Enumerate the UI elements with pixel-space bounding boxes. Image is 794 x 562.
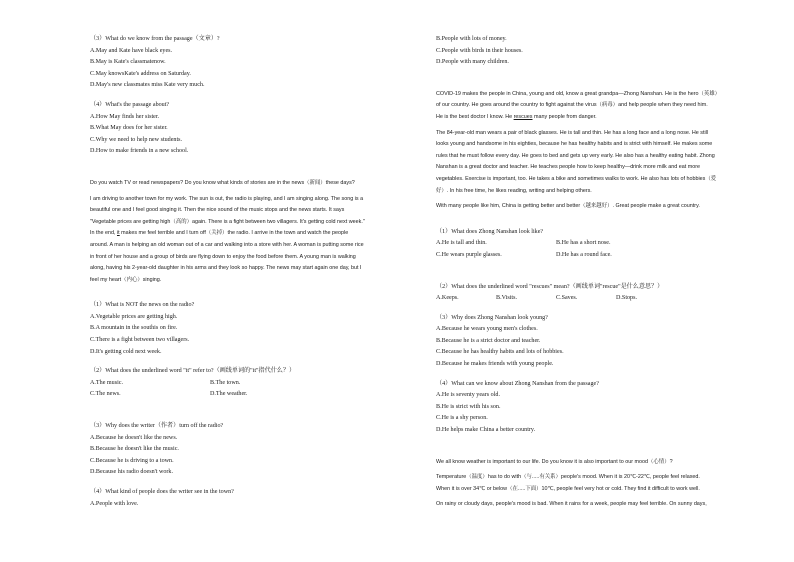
question-look-like (436, 227, 761, 262)
passage-line: feel my heart（内心）singing. (90, 276, 162, 283)
passage-line: Nanshan is a great doctor and teacher. He teaches people how to keep healthy—drink more milk and eat more (436, 164, 700, 171)
passage-line: When it is over 34℃ or below（在.....下面）10℃, people feel very hot or cold. They find it difficult to work well. (436, 485, 700, 492)
option-b: B.He has a short nose. (556, 240, 611, 247)
option-d: D.It's getting cold next week. (90, 348, 162, 355)
passage-line: "Vegetable prices are getting high（高的）again. There is a fight between two villagers. It's getting cold next week." (90, 218, 365, 225)
passage-line: of our country. He goes around the country to fight against the virus（病毒）and help people when they need him. (436, 102, 708, 109)
question-stem: （2）What does the underlined word "rescues" mean?（画线单词"rescue"是什么意思？） (436, 283, 664, 290)
passage-line: With many people like him, China is getting better and better（越来越好）. Great people make a great country. (436, 203, 700, 210)
option-d: D.He helps make China a better country. (436, 427, 536, 434)
option-d: D.He has a round face. (556, 251, 612, 258)
passage-line: The 84-year-old man wears a pair of black glasses. He is tall and thin. He has a long face and a long nose. He still (436, 129, 709, 136)
option-a: A.He is tall and thin. (436, 240, 487, 247)
passage-line: looks young and handsome in his eighties, because he has healthy habits and is strict with himself. He makes some (436, 141, 713, 148)
passage-line: COVID-19 makes the people in China, young and old, know a great grandpa—Zhong Nanshan. He is the hero（英雄） (436, 90, 721, 97)
question-stem: （4）What's the passage about? (90, 101, 170, 108)
option-b: B.People with lots of money. (436, 36, 507, 42)
option-b: B.Visits. (496, 295, 517, 302)
passage-line: around. A man is helping an old woman out of a car and walking into a store with her. A woman is putting some rice (90, 241, 364, 248)
option-b: B.He is strict with his son. (436, 403, 501, 410)
left-column (90, 34, 430, 510)
option-d: D.The weather. (210, 391, 248, 398)
question-stem: （4）What kind of people does the writer see in the town? (90, 489, 234, 495)
reading-passage-weather (436, 457, 761, 511)
option-c: C.Saves. (556, 295, 578, 302)
question-rescues (436, 282, 761, 305)
option-d: D.People with many children. (436, 59, 509, 66)
option-c: C.The news. (90, 391, 121, 398)
question-why-young (436, 313, 761, 371)
option-a: A.Because he doesn't like the news. (90, 434, 178, 441)
passage-intro: Do you watch TV or read newspapers? Do you know what kinds of stories are in the news（新闻）these days? (90, 179, 355, 186)
passage-line: He is the best doctor I know. He rescues many people from danger. (436, 113, 597, 120)
option-c: C.Because he is driving to a town. (90, 457, 174, 464)
question-stem: （3）Why does the writer（作者）turn off the radio? (90, 423, 224, 430)
question-know-zhong (436, 379, 761, 437)
option-c: C.There is a fight between two villagers. (90, 337, 190, 344)
option-a: A.Keeps. (436, 295, 459, 302)
question-stem: （2）What does the underlined word "it" refer to?（画线单词的"it"指代什么？） (90, 368, 296, 375)
question-not-news (90, 300, 430, 358)
question-kind-people-continued (436, 34, 761, 69)
option-b: B.Because he doesn't like the music. (90, 446, 179, 453)
question-stem: （3）Why does Zhong Nanshan look young? (436, 314, 548, 321)
reading-passage-zhong-nanshan (436, 89, 761, 213)
question-it-refer (90, 366, 430, 401)
passage-line: rules that he must follow every day. He goes to bed and gets up very early. He also has a healthy eating habit. Zhong (436, 152, 715, 159)
passage-line: We all know weather is important to our life. Do you know it is also important to our mood（心情）? (436, 458, 673, 465)
passage-line: On rainy or cloudy days, people's mood is bad. When it rains for a week, people may feel terrible. On sunny days, (436, 501, 707, 508)
option-c: C.May knowsKate's address on Saturday. (90, 70, 191, 77)
option-c: C.People with birds in their houses. (436, 47, 523, 54)
reading-passage-radio (90, 194, 430, 287)
option-d: D.Because his radio doesn't work. (90, 469, 174, 476)
option-a: A.People with love. (90, 500, 139, 507)
option-a: A.Because he wears young men's clothes. (436, 326, 538, 333)
option-b: B.The town. (210, 379, 241, 386)
option-b: B.May is Kate's classmatenow. (90, 59, 166, 66)
option-c: C.Why we need to help new students. (90, 136, 183, 143)
option-c: C.He wears purple glasses. (436, 251, 502, 258)
option-a: A.How May finds her sister. (90, 113, 160, 120)
option-d: D.Because he makes friends with young people. (436, 361, 554, 368)
question-stem: （4）What can we know about Zhong Nanshan from the passage? (436, 380, 599, 387)
option-a: A.Vegetable prices are getting high. (90, 313, 178, 320)
option-c: C.Because he has healthy habits and lots of hobbies. (436, 349, 564, 356)
right-column (436, 34, 761, 511)
passage-line: in front of her house and a group of birds are flying down to enjoy the food before them. A young man is walking (90, 253, 356, 260)
option-a: A.The music. (90, 379, 124, 386)
option-a: A.May and Kate have black eyes. (90, 47, 173, 54)
passage-line: I am driving to another town for my work. The sun is out, the radio is playing, and I am singing along. The song is a (90, 195, 364, 202)
passage-line: Temperature（温度）has to do with（与.....有关系）people's mood. When it is 20℃-22℃, people feel relaxed. (436, 474, 700, 481)
question-stem: （1）What does Zhong Nanshan look like? (436, 228, 544, 235)
question-stem: （3）What do we know from the passage（文章）? (90, 36, 220, 42)
option-d: D.Stops. (616, 295, 637, 302)
option-b: B.A mountain in the southis on fire. (90, 325, 178, 332)
question-what-we-know (90, 34, 430, 92)
question-kind-people (90, 487, 430, 510)
option-c: C.He is a shy person. (436, 415, 488, 422)
question-writer-turn-off (90, 421, 430, 479)
option-b: B.Because he is a strict doctor and teacher. (436, 337, 541, 344)
question-stem: （1）What is NOT the news on the radio? (90, 302, 195, 309)
option-b: B.What May does for her sister. (90, 125, 168, 132)
option-d: D.May's new classmates miss Kate very much. (90, 82, 205, 89)
passage-line: beautiful one and I feel good singing it. Then the nice sound of the music stops and the news starts. It says (90, 207, 345, 214)
option-a: A.He is seventy years old. (436, 392, 500, 399)
option-d: D.How to make friends in a new school. (90, 148, 189, 155)
passage-line: 好）. In his free time, he likes reading, writing and helping others. (436, 187, 592, 194)
question-passage-about (90, 100, 430, 158)
passage-line: In the end, it makes me feel terrible and I turn off（关掉）the radio. I arrive in the town and watch the people (90, 230, 349, 237)
passage-line: along, having his 2-year-old daughter in his arms and they look so happy. The news may start again one day, but I (90, 265, 362, 272)
passage-line: vegetables. Exercise is important, too. He takes a bike and sometimes walks to work. He also has lots of hobbies（爱 (436, 175, 717, 182)
